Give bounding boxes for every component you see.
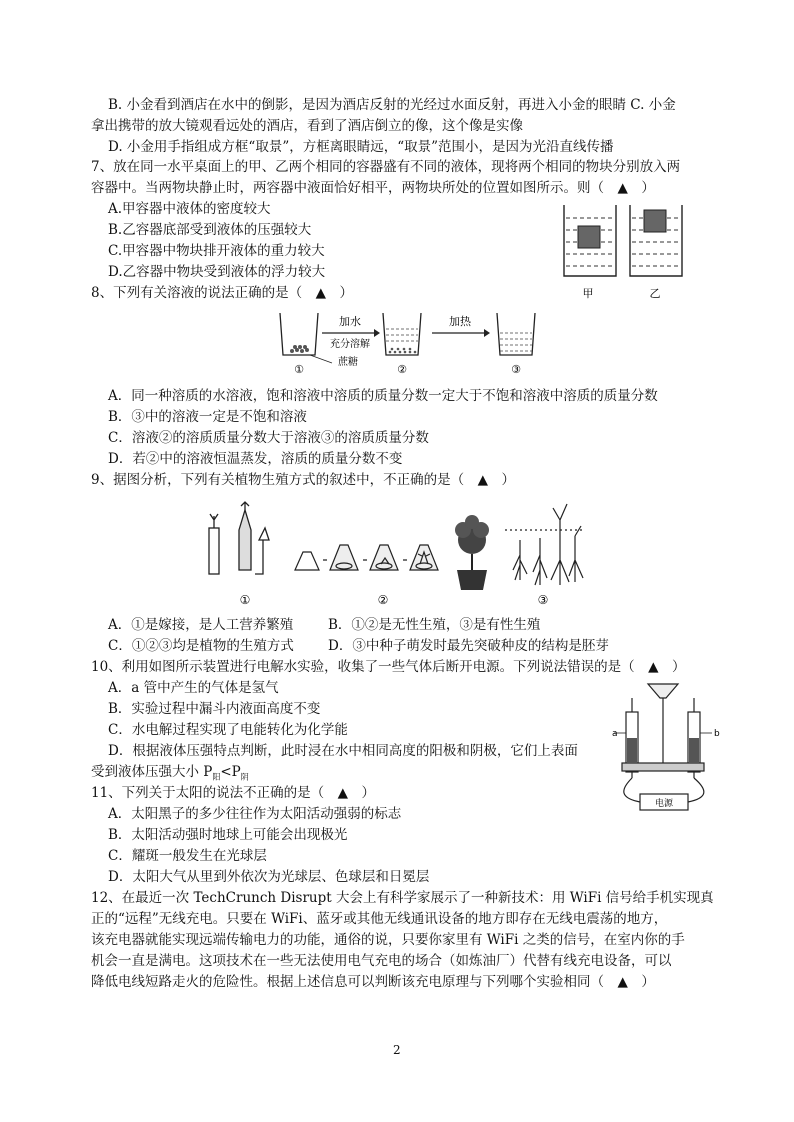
q12-stem-line4: 机会一直是满电。这项技术在一些无法使用电气充电的场合（如炼油厂）代替有线充电设备，可以 [91, 953, 672, 969]
q11-option-c: C．耀斑一般发生在光球层 [108, 848, 267, 864]
less-than-text: <P [220, 764, 241, 780]
page-number: 2 [393, 1043, 401, 1057]
solution-figure [270, 305, 540, 380]
label-b: b [714, 729, 720, 739]
q12-stem-line5: 降低电线短路走火的危险性。根据上述信息可以判断该充电原理与下列哪个实验相同（ ▲ ） [91, 974, 655, 990]
q8-option-c: C．溶液②的溶质质量分数大于溶液③的溶质质量分数 [108, 430, 429, 446]
beaker-2 [383, 313, 421, 355]
label-dissolve: 充分溶解 [330, 339, 370, 350]
q6-option-d: D. 小金用手指组成方框“取景”，方框离眼睛远，“取景”范围小，是因为光沿直线传播 [108, 139, 614, 155]
label-yi: 乙 [649, 287, 661, 300]
label-n2: ② [397, 363, 407, 376]
q11-option-d: D．太阳大气从里到外依次为光球层、色球层和日冕层 [108, 869, 430, 885]
grafting-icon [209, 502, 269, 574]
q12-stem-line3: 该充电器就能实现远端传输电力的功能，通俗的说，只要你家里有 WiFi 之类的信号，在室内你的手 [91, 932, 685, 948]
funnel-icon [648, 684, 678, 698]
q8-option-b: B．③中的溶液一定是不饱和溶液 [108, 409, 307, 425]
q10-option-d-line1: D．根据液体压强特点判断，此时浸在水中相同高度的阳极和阴极，它们上表面 [108, 743, 578, 759]
container-figure [558, 200, 698, 305]
q11-option-b: B．太阳活动强时地球上可能会出现极光 [108, 827, 348, 843]
label-heat: 加热 [449, 315, 471, 328]
q12-stem-line1: 12、在最近一次 TechCrunch Disrupt 大会上有科学家展示了一种新技术：用 WiFi 信号给手机实现真 [91, 890, 714, 906]
label-plant-n1: ① [239, 593, 251, 607]
q7-stem-line1: 7、放在同一水平桌面上的甲、乙两个相同的容器盛有不同的液体，现将两个相同的物块分别放入两 [91, 159, 681, 175]
q12-stem-line2: 正的“远程”无线充电。只要在 WiFi、蓝牙或其他无线通讯设备的地方即存在无线电震荡的地方， [91, 911, 668, 927]
pressure-text: 受到液体压强大小 P [91, 764, 213, 780]
tissue-culture-icons [295, 545, 438, 570]
q7-stem-line2: 容器中。当两物块静止时，两容器中液面恰好相平，两物块所处的位置如图所示。则（ ▲ ） [91, 180, 655, 196]
anode-subscript: 阳 [212, 772, 221, 782]
q10-option-b: B．实验过程中漏斗内液面高度不变 [108, 701, 321, 717]
q10-option-a: A．a 管中产生的气体是氢气 [108, 680, 279, 696]
q9-stem: 9、据图分析，下列有关植物生殖方式的叙述中，不正确的是（ ▲ ） [91, 472, 515, 488]
label-add-water: 加水 [339, 315, 361, 328]
q11-stem: 11、下列关于太阳的说法不正确的是（ ▲ ） [91, 785, 376, 801]
q8-option-a: A．同一种溶质的水溶液，饱和溶液中溶质的质量分数一定大于不饱和溶液中溶质的质量分数 [108, 388, 658, 404]
label-n1: ① [294, 363, 304, 376]
label-plant-n3: ③ [537, 593, 549, 607]
q6-option-b-line1: B. 小金看到酒店在水中的倒影，是因为酒店反射的光经过水面反射，再进入小金的眼睛 C. 小金 [108, 97, 676, 113]
electrolysis-figure [612, 678, 727, 833]
q8-option-d: D．若②中的溶液恒温蒸发，溶质的质量分数不变 [108, 451, 403, 467]
q7-option-d: D.乙容器中物块受到液体的浮力较大 [108, 264, 326, 280]
q7-option-c: C.甲容器中物块排开液体的重力较大 [108, 243, 325, 259]
q10-option-c: C．水电解过程实现了电能转化为化学能 [108, 722, 348, 738]
seedling-icons [505, 504, 585, 585]
q9-option-b: B．①②是无性生殖，③是有性生殖 [328, 617, 541, 633]
beaker-3 [497, 313, 535, 355]
q10-stem: 10、利用如图所示装置进行电解水实验，收集了一些气体后断开电源。下列说法错误的是（ ▲ ） [91, 659, 686, 675]
q9-option-c: C．①②③均是植物的生殖方式 [108, 638, 294, 654]
plant-figure [195, 500, 595, 610]
q7-option-a: A.甲容器中液体的密度较大 [108, 201, 271, 217]
q9-option-d: D．③中种子萌发时最先突破种皮的结构是胚芽 [328, 638, 609, 654]
label-a: a [612, 729, 618, 739]
label-jia: 甲 [582, 287, 594, 300]
label-power: 电源 [654, 799, 674, 809]
potted-plant-icon [455, 515, 489, 590]
q9-option-a: A．①是嫁接，是人工营养繁殖 [108, 617, 294, 633]
label-n3: ③ [511, 363, 521, 376]
cathode-subscript: 阴 [240, 772, 249, 782]
label-sucrose: 蔗糖 [338, 357, 358, 368]
q7-option-b: B.乙容器底部受到液体的压强较大 [108, 222, 312, 238]
block-yi [644, 210, 666, 232]
q11-option-a: A．太阳黑子的多少往往作为太阳活动强弱的标志 [108, 806, 402, 822]
block-jia [578, 226, 600, 248]
q8-stem: 8、下列有关溶液的说法正确的是（ ▲ ） [91, 285, 353, 301]
label-plant-n2: ② [377, 593, 389, 607]
q6-option-c-line: 拿出携带的放大镜观看远处的酒店，看到了酒店倒立的像，这个像是实像 [91, 118, 523, 134]
